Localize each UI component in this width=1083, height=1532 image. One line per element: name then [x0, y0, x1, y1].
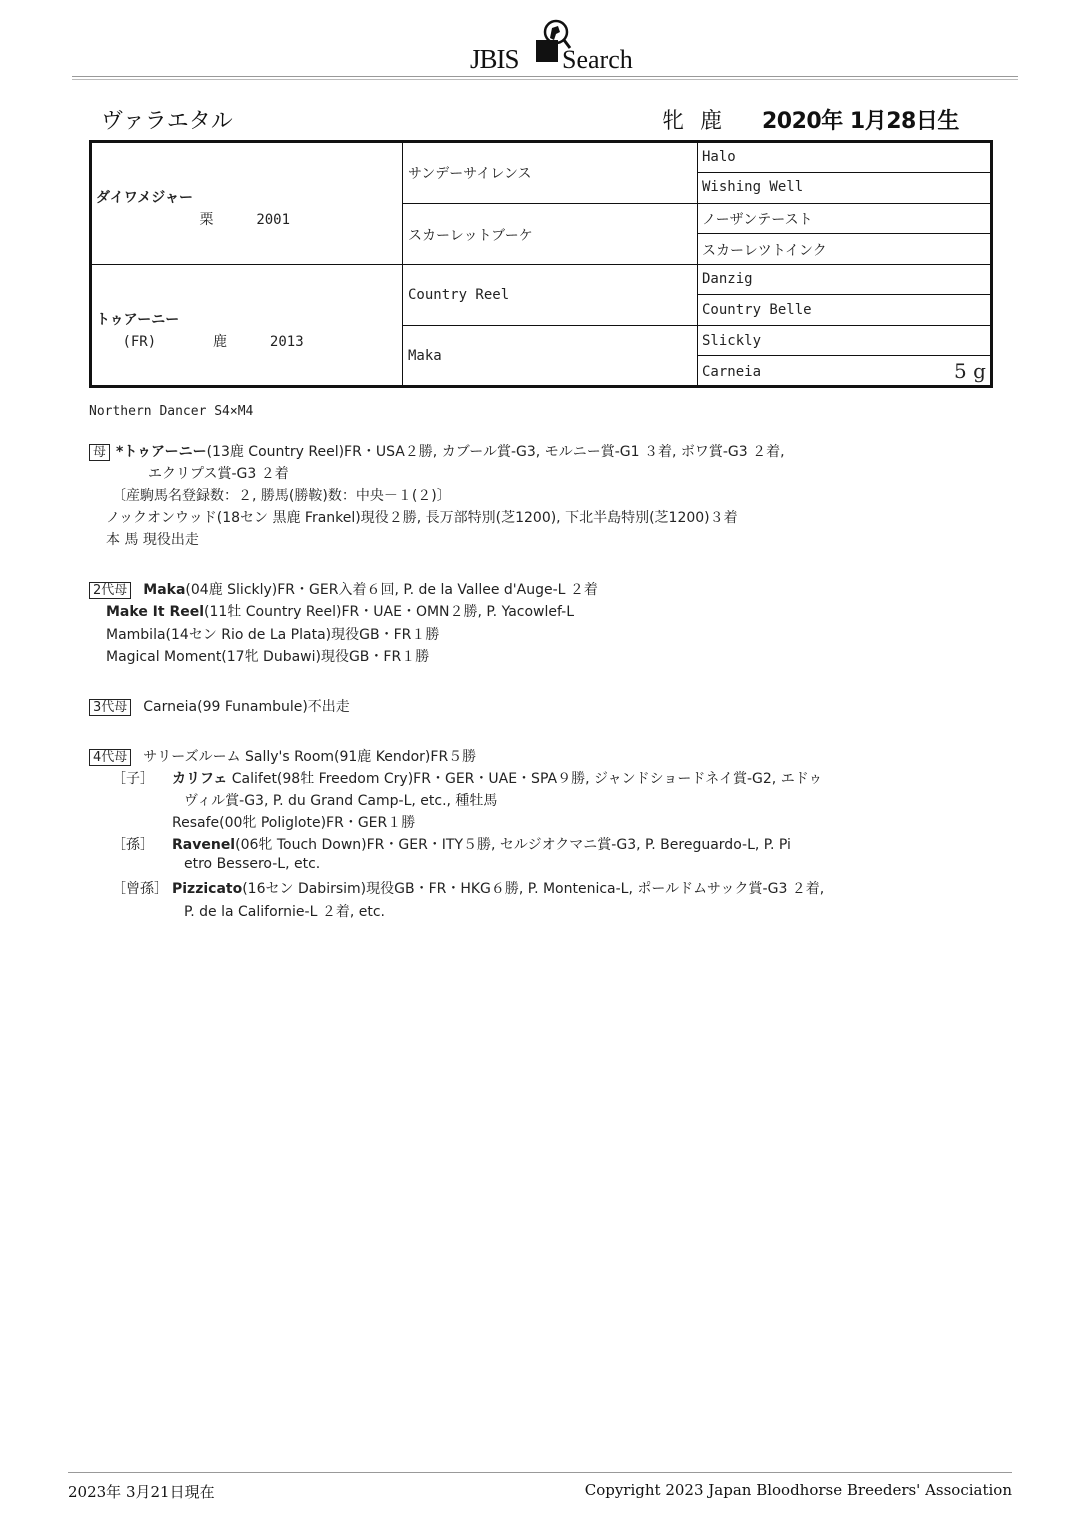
fourth-dam-great-grandchild-line-2: P. de la Californie-L ２着, etc.: [184, 904, 385, 920]
horse-name: ヴァラエタル: [101, 109, 233, 134]
g3-ancestor: ノーザンテースト: [702, 212, 813, 228]
birth-date: 2020年 1月28日生: [762, 109, 959, 134]
dam-name: トゥアーニー: [96, 312, 180, 328]
header-divider-secondary: [72, 79, 1018, 80]
second-dam-line-2: Make It Reel(11牡 Country Reel)FR・UAE・OMN２勝, P. Yacowlef-L: [106, 604, 575, 620]
weight-value: 5 g: [954, 359, 986, 383]
logo-jbis-text: JBIS: [470, 44, 519, 74]
horse-sex: 牝: [662, 109, 685, 134]
section-label-4th-dam: 4代母: [89, 749, 131, 766]
dam-line-1: 母 *トゥアーニー(13鹿 Country Reel)FR・USA２勝, カブール賞-G3, モルニー賞-G1 ３着, ボワ賞-G3 ２着,: [89, 441, 785, 461]
second-dam-line-4: Magical Moment(17牝 Dubawi)現役GB・FR１勝: [106, 649, 430, 665]
dam-line-2: エクリプス賞-G3 ２着: [148, 466, 289, 482]
footer-divider: [68, 1472, 1012, 1473]
fourth-dam-child-line-3: Resafe(00牝 Poliglote)FR・GER１勝: [172, 815, 416, 831]
g3-ancestor: Danzig: [702, 271, 753, 287]
sire-color: 栗: [199, 212, 214, 228]
dam-section-name: *トゥアーニー: [116, 444, 207, 460]
section-label-dam: 母: [89, 444, 110, 461]
fourth-dam-grandchild-line-2: etro Bessero-L, etc.: [184, 856, 321, 872]
g3-ancestor: Carneia: [702, 364, 762, 380]
sire-year: 2001: [256, 212, 291, 228]
third-dam-line-1: 3代母 Carneia(99 Funambule)不出走: [89, 696, 350, 716]
g3-ancestor: Halo: [702, 149, 736, 165]
fourth-dam-line-1: 4代母 サリーズルーム Sally's Room(91鹿 Kendor)FR５勝: [89, 746, 476, 766]
dam-line-3: 〔産駒馬名登録数：２, 勝馬(勝鞍)数：中央－１(２)〕: [112, 488, 451, 504]
dam-year: 2013: [269, 334, 304, 350]
footer-date: 2023年 3月21日現在: [68, 1483, 215, 1501]
section-label-2nd-dam: 2代母: [89, 582, 131, 599]
logo-search-text: Search: [562, 45, 633, 74]
fourth-dam-child-line: ［子］ カリフェ Califet(98牡 Freedom Cry)FR・GER・UAE・SPA９勝, ジャンドショードネイ賞-G2, エドゥ: [112, 771, 823, 787]
sire-name: ダイワメジャー: [96, 190, 194, 206]
pedigree-table: [89, 140, 993, 388]
g3-ancestor: スカーレツトインク: [702, 243, 827, 259]
g3-ancestor: Country Belle: [702, 302, 812, 318]
header-divider: [72, 76, 1018, 77]
dam-color: 鹿: [213, 334, 228, 350]
second-dam-line-1: 2代母 Maka(04鹿 Slickly)FR・GER入着６回, P. de la Vallee d'Auge-L ２着: [89, 579, 598, 599]
sire-dam: スカーレットブーケ: [408, 228, 533, 244]
sire-cell: [96, 187, 290, 229]
second-dam-line-3: Mambila(14セン Rio de La Plata)現役GB・FR１勝: [106, 627, 440, 643]
horse-color: 鹿: [700, 109, 723, 134]
dam-cell: [96, 309, 304, 351]
dam-origin: (FR): [122, 334, 157, 350]
g3-ancestor: Wishing Well: [702, 179, 804, 195]
fourth-dam-child-line-2: ヴィル賞-G3, P. du Grand Camp-L, etc., 種牡馬: [184, 793, 498, 809]
dam-line-5: 本 馬 現役出走: [106, 532, 199, 548]
jbis-search-logo: [470, 18, 640, 74]
dam-dam: Maka: [408, 348, 442, 364]
fourth-dam-great-grandchild-line: ［曾孫］ Pizzicato(16セン Dabirsim)現役GB・FR・HKG６勝, P. Montenica-L, ポールドムサック賞-G3 ２着,: [112, 881, 825, 897]
dam-sire: Country Reel: [408, 287, 510, 303]
fourth-dam-grandchild-line: ［孫］ Ravenel(06牝 Touch Down)FR・GER・ITY５勝, セルジオクマニ賞-G3, P. Bereguardo-L, P. Pi: [112, 837, 791, 853]
inbreeding-note: Northern Dancer S4×M4: [89, 404, 254, 419]
g3-ancestor: Slickly: [702, 333, 762, 349]
copyright-text: Copyright 2023 Japan Bloodhorse Breeders' Association: [584, 1481, 1012, 1499]
section-label-3rd-dam: 3代母: [89, 699, 131, 716]
sire-sire: サンデーサイレンス: [408, 166, 532, 182]
dam-line-4: ノックオンウッド(18セン 黒鹿 Frankel)現役２勝, 長万部特別(芝1200), 下北半島特別(芝1200)３着: [106, 510, 738, 526]
